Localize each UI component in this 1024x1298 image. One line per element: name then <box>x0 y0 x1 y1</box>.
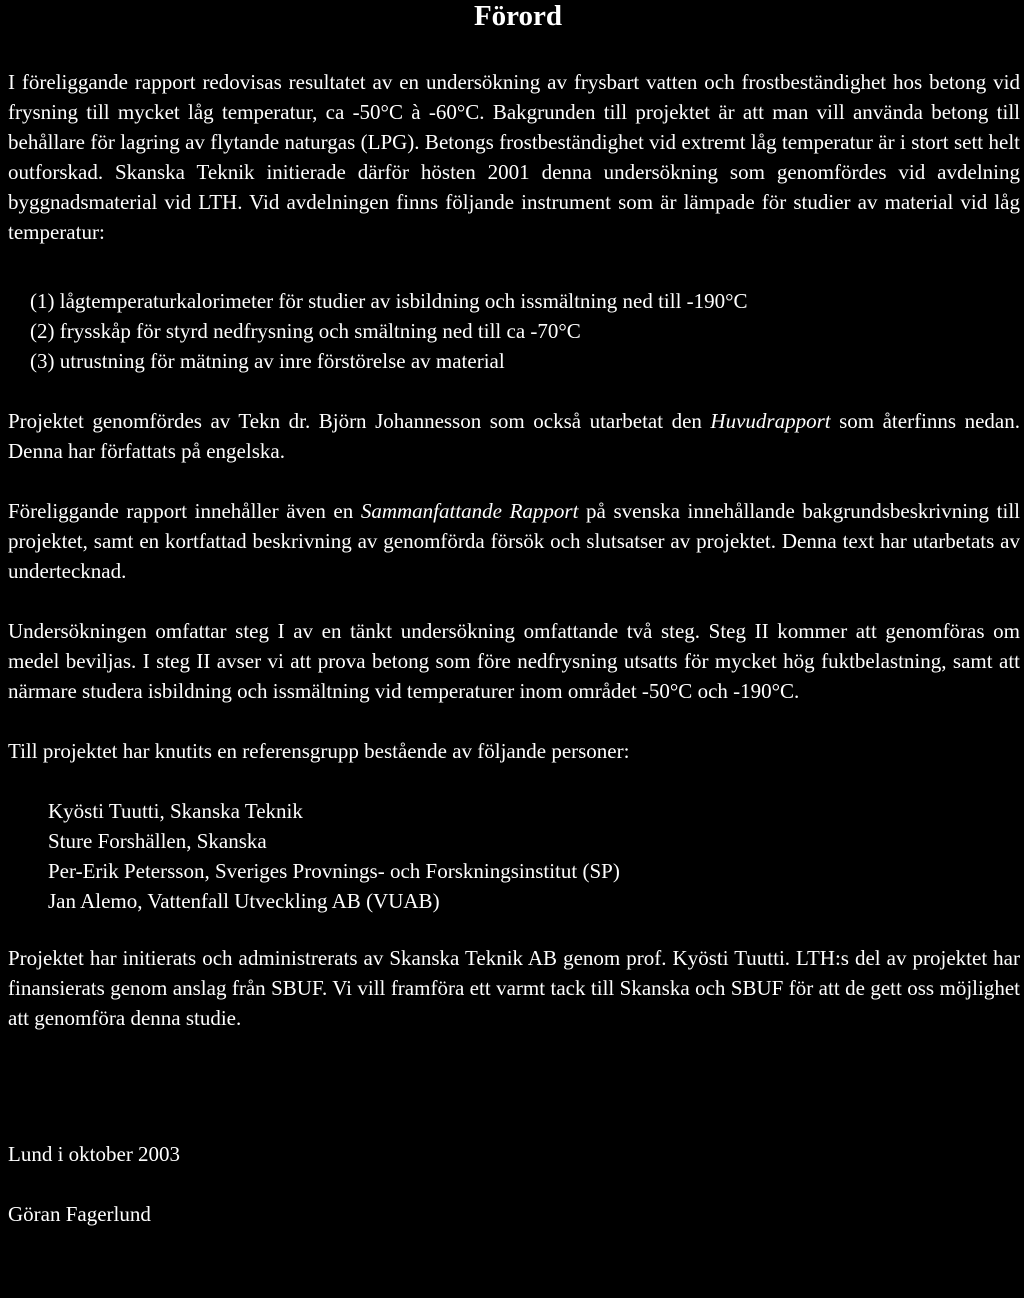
instrument-item: (3) utrustning för mätning av inre förstörelse av material <box>30 349 505 373</box>
person-item: Jan Alemo, Vattenfall Utveckling AB (VUAB) <box>48 889 440 913</box>
executed-text-start: Projektet genomfördes av Tekn dr. Björn Johannesson som också utarbetat den <box>8 409 711 433</box>
acknowledgement-paragraph: Projektet har initierats och administrerats av Skanska Teknik AB genom prof. Kyösti Tuutti. LTH:s del av projektet har finansierats genom anslag från SBUF. Vi vill framföra ett varmt tack till Skanska och SBUF för att de gett oss möjlighet att genomföra denna studie. <box>8 946 1020 1030</box>
person-item: Kyösti Tuutti, Skanska Teknik <box>48 799 303 823</box>
executed-text-end: som återfinns nedan. Denna har författats på engelska. <box>8 409 1020 463</box>
instrument-list <box>8 286 1020 376</box>
instrument-item: (1) lågtemperaturkalorimeter för studier av isbildning och issmältning ned till -190°C <box>30 289 748 313</box>
steps-paragraph: Undersökningen omfattar steg I av en tänkt undersökning omfattande två steg. Steg II kommer att genomföras om medel beviljas. I steg II avser vi att prova betong som före nedfrysning utsatts för mycket hög fuktbelastning, samt att närmare studera isbildning och issmältning vid temperaturer inom området -50°C och -190°C. <box>8 619 1020 703</box>
instrument-item: (2) frysskåp för styrd nedfrysning och smältning ned till ca -70°C <box>30 319 581 343</box>
page-title: Förord <box>473 0 563 32</box>
executed-paragraph <box>8 406 1020 466</box>
person-item: Per-Erik Petersson, Sveriges Provnings- och Forskningsinstitut (SP) <box>48 859 620 883</box>
summary-report-title: Sammanfattande Rapport <box>360 499 579 523</box>
intro-paragraph: I föreliggande rapport redovisas resultatet av en undersökning av frysbart vatten och frostbeständighet hos betong vid frysning till mycket låg temperatur, ca -50°C à -60°C. Bakgrunden till projektet är att man vill använda betong till behållare för lagring av flytande naturgas (LPG). Betongs frostbeständighet vid extremt låg temperatur är i stort sett helt outforskad. Skanska Teknik initierade därför hösten 2001 denna undersökning som genomfördes vid avdelning byggnadsmaterial vid LTH. Vid avdelningen finns följande instrument som är lämpade för studier av material vid låg temperatur: <box>8 70 1020 244</box>
reference-group-list <box>8 796 1020 916</box>
preface-page <box>8 0 1020 1229</box>
signature-name: Göran Fagerlund <box>8 1202 151 1226</box>
main-report-title: Huvudrapport <box>710 409 831 433</box>
summary-text-end: på svenska innehållande bakgrundsbeskrivning till projektet, samt en kortfattad beskrivning av genomförda försök och slutsatser av projektet. Denna text har utarbetats av undertecknad. <box>8 499 1020 583</box>
person-item: Sture Forshällen, Skanska <box>48 829 267 853</box>
place-date: Lund i oktober 2003 <box>8 1142 181 1166</box>
summary-paragraph <box>8 496 1020 586</box>
reference-group-paragraph: Till projektet har knutits en referensgrupp bestående av följande personer: <box>8 739 630 763</box>
summary-text-start: Föreliggande rapport innehåller även en <box>8 499 361 523</box>
